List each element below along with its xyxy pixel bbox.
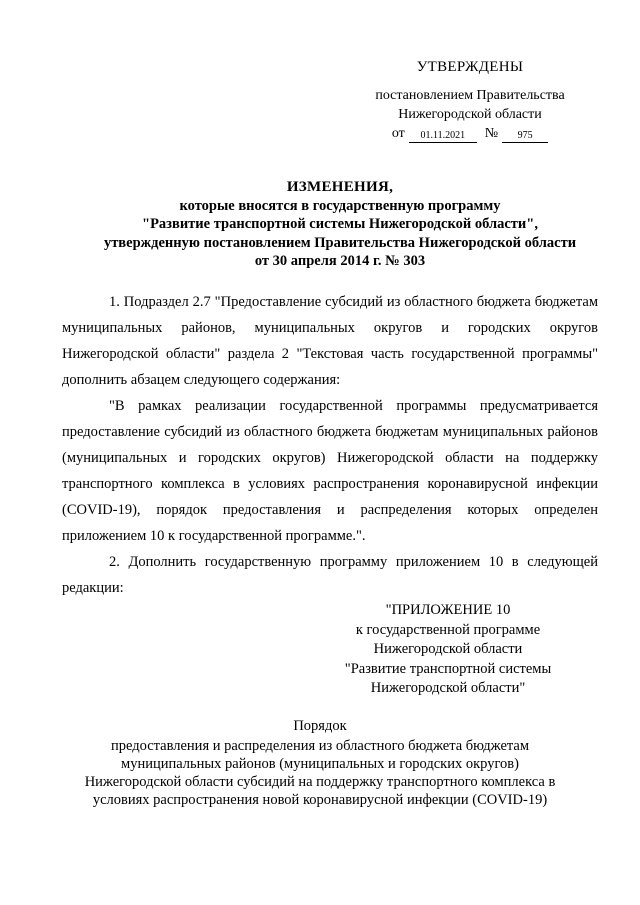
procedure-title: Порядок	[293, 718, 347, 734]
decree-date: 01.11.2021	[409, 129, 477, 143]
procedure-line-3: Нижегородской области субсидий на поддержку транспортного комплекса в	[84, 774, 556, 790]
procedure-line-1: предоставления и распределения из областного бюджета бюджетам	[110, 738, 530, 754]
procedure-line-2: муниципальных районов (муниципальных и городских округов)	[121, 756, 519, 772]
appendix-line-5: Нижегородской области"	[370, 680, 526, 696]
heading-line-3: утвержденную постановлением Правительства Нижегородской области	[103, 234, 577, 251]
approval-title: УТВЕРЖДЕНЫ	[416, 59, 524, 75]
paragraph-1: 1. Подраздел 2.7 "Предоставление субсидий из областного бюджета бюджетам муниципальных районов, муниципальных округов и городских округов Нижегородской области" раздела 2 "Текстовая часть государственной программы" дополнить абзацем следующего содержания:	[62, 294, 598, 388]
approval-line-1: постановлением Правительства	[375, 88, 565, 103]
appendix-line-2: к государственной программе	[355, 621, 541, 638]
paragraph-2: "В рамках реализации государственной программы предусматривается предоставление субсидий из областного бюджета бюджетам муниципальных районов (муниципальных и городских округов) Нижегородской области на поддержку транспортного комплекса в условиях распространения коронавирусной инфекции (COVID-19), порядок предоставления и распределения которых определен приложением 10 к государственной программе.".	[62, 398, 598, 544]
approval-line-2: Нижегородской области	[398, 107, 542, 122]
paragraph-3: 2. Дополнить государственную программу приложением 10 в следующей редакции:	[62, 554, 598, 596]
procedure-title-block	[40, 717, 600, 809]
document-heading	[80, 178, 600, 271]
appendix-line-3: Нижегородской области	[373, 641, 523, 657]
heading-line-4: от 30 апреля 2014 г. № 303	[254, 253, 426, 269]
heading-line-2: "Развитие транспортной системы Нижегородской области",	[142, 216, 538, 232]
decree-reference	[360, 124, 580, 143]
procedure-line-4: условиях распространения новой коронавирусной инфекции (COVID-19)	[92, 792, 548, 808]
approval-stamp	[360, 58, 580, 143]
decree-from-label: от	[391, 126, 405, 141]
appendix-header	[318, 601, 578, 699]
decree-number: 975	[502, 129, 548, 143]
decree-number-sign: №	[484, 126, 499, 141]
document-body	[62, 289, 598, 601]
appendix-line-1: "ПРИЛОЖЕНИЕ 10	[385, 602, 511, 618]
appendix-line-4: "Развитие транспортной системы	[344, 660, 552, 677]
heading-line-1: которые вносятся в государственную программу	[179, 197, 501, 214]
heading-title: ИЗМЕНЕНИЯ,	[286, 179, 394, 195]
